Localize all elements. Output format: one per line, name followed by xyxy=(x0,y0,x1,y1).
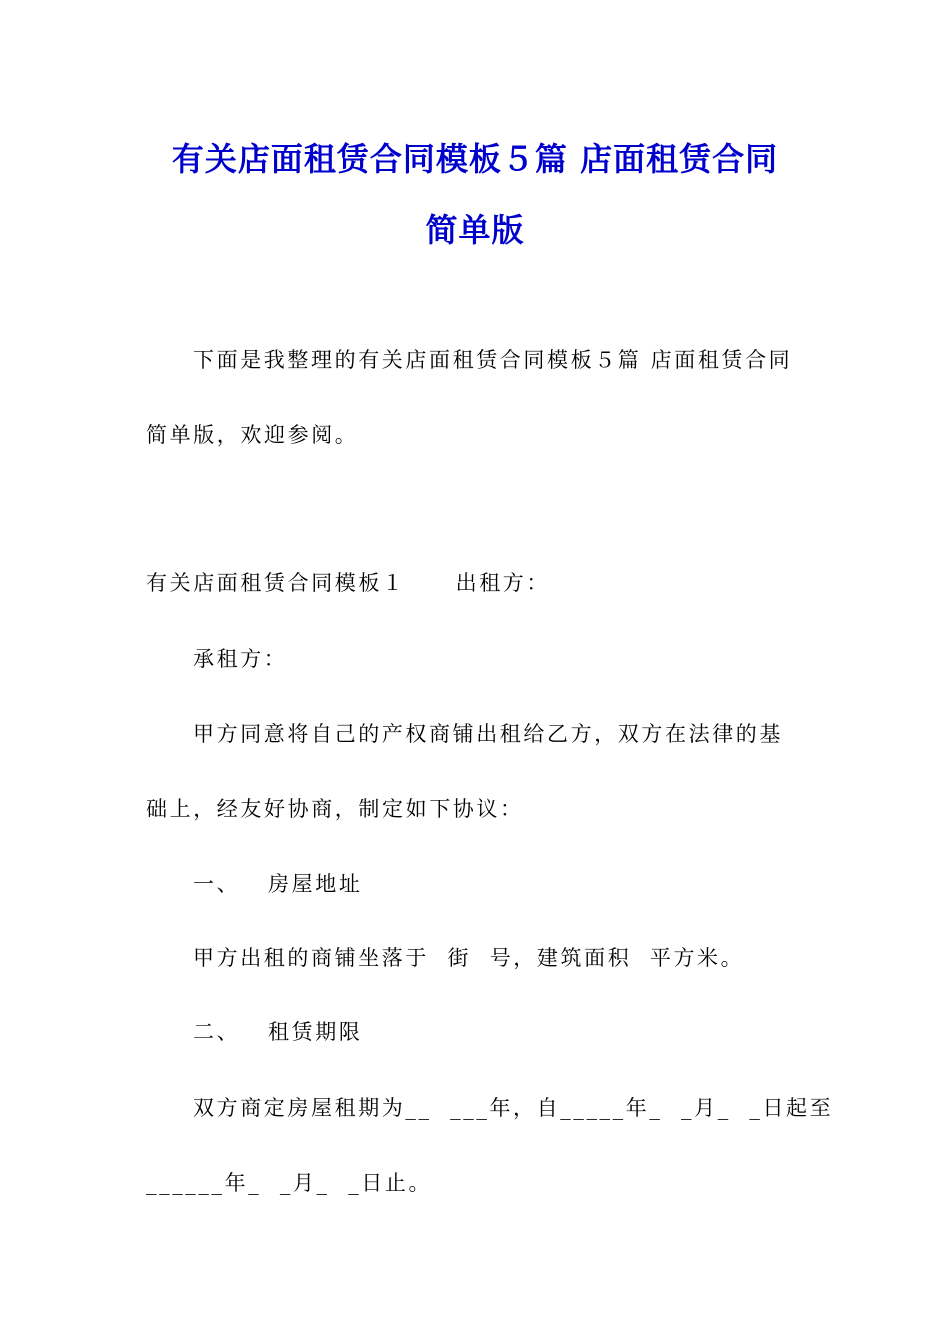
clause2-text-line2: ______年_ _月_ _日止。 xyxy=(146,1171,433,1195)
lessee-label: 承租方： xyxy=(193,647,288,671)
clause1-heading: 一、 房屋地址 xyxy=(193,872,363,896)
section1-heading-row xyxy=(146,569,550,597)
intro-paragraph-line1: 下面是我整理的有关店面租赁合同模板５篇 店面租赁合同 xyxy=(193,348,793,372)
section1-heading: 有关店面租赁合同模板１ xyxy=(146,571,406,595)
clause2-text-line1: 双方商定房屋租期为__ ___年，自_____年_ _月_ _日起至 xyxy=(193,1096,834,1120)
intro-paragraph-line2: 简单版，欢迎参阅。 xyxy=(146,423,359,447)
lessor-label: 出租方： xyxy=(455,571,551,595)
document-title-line1: 有关店面租赁合同模板５篇 店面租赁合同 xyxy=(171,140,779,178)
clause2-heading: 二、 租赁期限 xyxy=(193,1020,363,1044)
document-title-line2: 简单版 xyxy=(425,211,525,249)
clause1-text: 甲方出租的商铺坐落于 街 号，建筑面积 平方米。 xyxy=(193,946,745,970)
agreement-paragraph-line2: 础上，经友好协商，制定如下协议： xyxy=(146,797,524,821)
agreement-paragraph-line1: 甲方同意将自己的产权商铺出租给乙方，双方在法律的基 xyxy=(193,722,783,746)
